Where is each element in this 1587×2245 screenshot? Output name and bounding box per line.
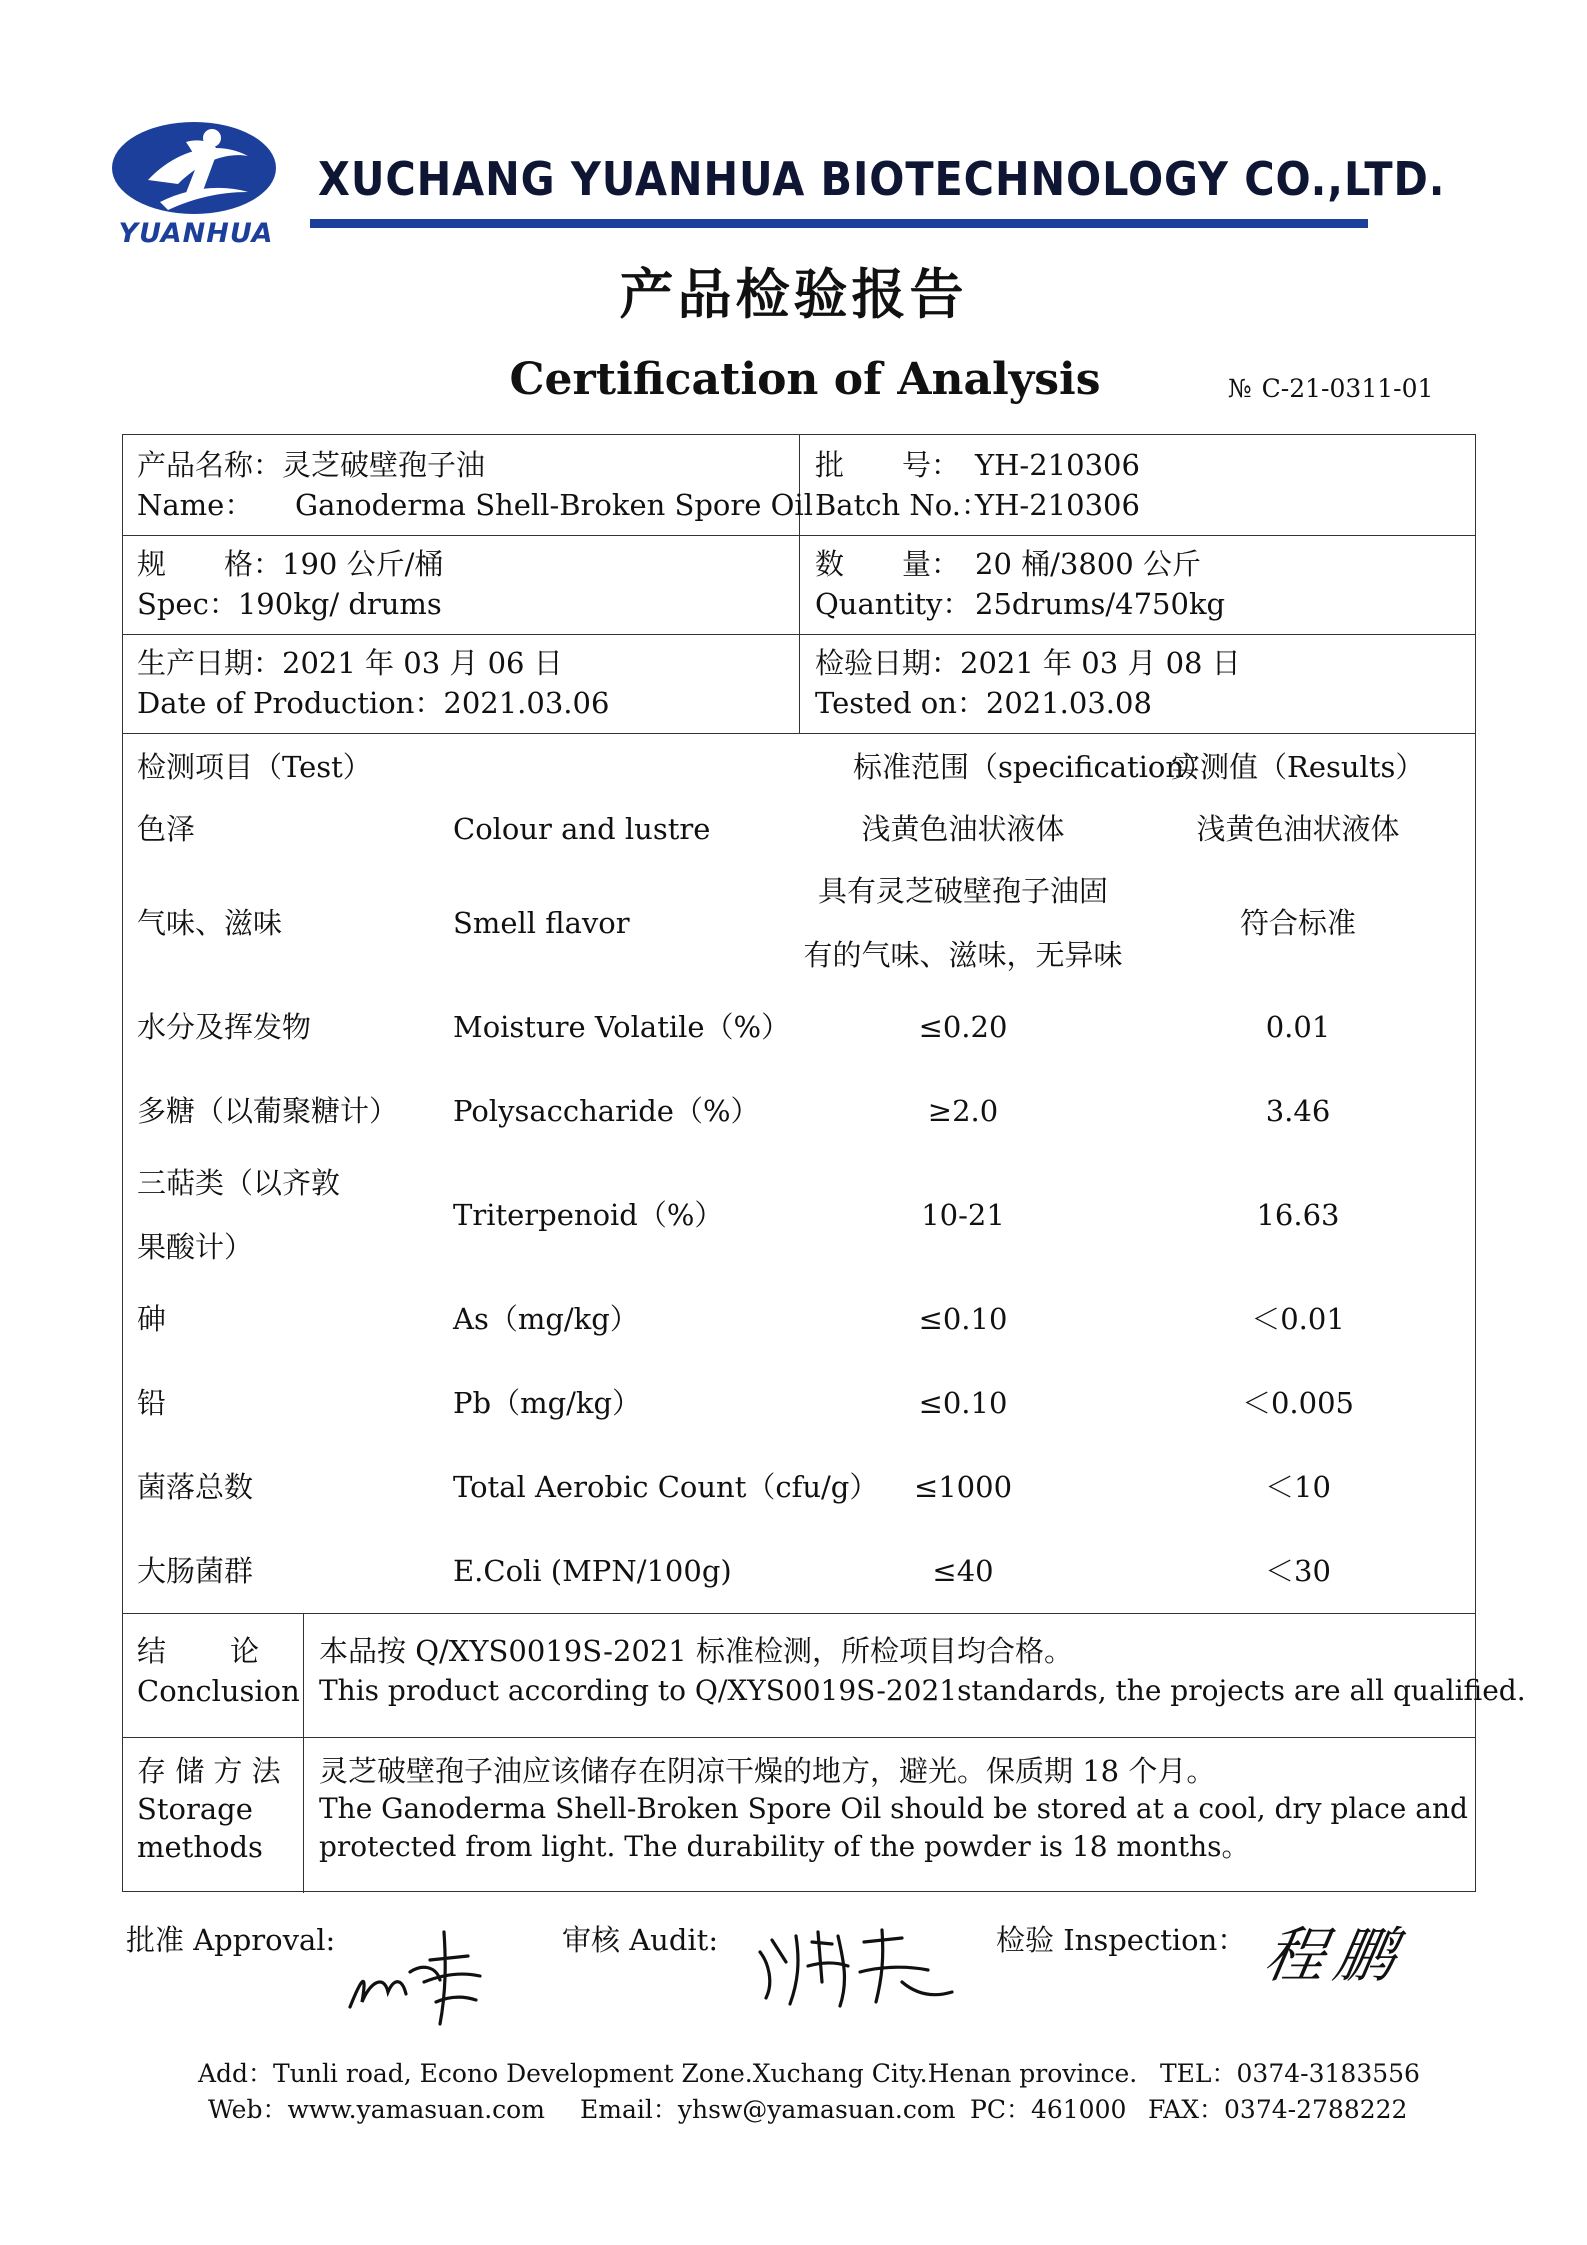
storage-text-cn: 灵芝破壁孢子油应该储存在阴凉干燥的地方，避光。保质期 18 个月。: [319, 1754, 1216, 1788]
footer-address: Add：Tunli road, Econo Development Zone.Xuchang City.Henan province.: [198, 2059, 1138, 2088]
inspection-label: 检验 Inspection：: [996, 1923, 1247, 1957]
quantity-en: [815, 584, 1225, 624]
test-name-en: Pb（mg/kg）: [453, 1386, 642, 1420]
test-name-cn: 铅: [137, 1386, 167, 1420]
conclusion-text-en: This product according to Q/XYS0019S-2021standards, the projects are all qualified.: [319, 1674, 1526, 1707]
test-result: ＜0.01: [1251, 1302, 1345, 1336]
name-cn: [137, 445, 485, 485]
result-header: 实测值（Results）: [1171, 750, 1425, 784]
test-date-en-value: 2021.03.08: [985, 686, 1152, 720]
storage-text-en: protected from light. The durability of the powder is 18 months。: [319, 1830, 1250, 1863]
test-name-en: E.Coli (MPN/100g): [453, 1554, 732, 1588]
test-name-en: Smell flavor: [453, 906, 630, 940]
quantity-cn-value: 20 桶/3800 公斤: [975, 547, 1201, 581]
spec-en: [137, 584, 442, 624]
approval-signature-icon: [340, 1912, 510, 2032]
test-name-en: Triterpenoid（%）: [453, 1198, 724, 1232]
spec-en-label: Spec：: [137, 587, 238, 621]
test-spec: ≥2.0: [927, 1094, 999, 1128]
conclusion-label-en: Conclusion: [137, 1674, 300, 1708]
table-rule: [123, 733, 1475, 734]
test-name-en: Colour and lustre: [453, 812, 711, 846]
storage-label-cn: 存 储 方 法: [137, 1754, 281, 1788]
test-date-en: [815, 683, 1152, 723]
conclusion-text-cn: 本品按 Q/XYS0019S-2021 标准检测，所检项目均合格。: [319, 1634, 1073, 1668]
test-date-en-label: Tested on：: [815, 686, 986, 720]
production-date-cn-label: 生产日期：: [137, 646, 283, 680]
name-en-value: Ganoderma Shell-Broken Spore Oil: [295, 488, 813, 522]
name-en: [137, 485, 813, 525]
table-rule: [123, 1737, 1475, 1738]
test-spec: ≤0.20: [918, 1010, 1008, 1044]
batch-cn-value: YH-210306: [975, 448, 1140, 482]
test-spec: 具有灵芝破壁孢子油固: [817, 874, 1108, 908]
name-cn-value: 灵芝破壁孢子油: [282, 448, 486, 482]
batch-cn: [815, 445, 1140, 485]
test-name-cn: 三萜类（以齐敦: [137, 1166, 341, 1200]
footer-tel: TEL：0374-3183556: [1160, 2059, 1420, 2088]
quantity-cn: [815, 544, 1201, 584]
batch-en: [815, 485, 1140, 525]
footer-email: Email：yhsw@yamasuan.com: [580, 2095, 956, 2124]
test-result: ＜10: [1265, 1470, 1331, 1504]
analysis-table: [122, 434, 1526, 1892]
test-spec: ≤0.10: [918, 1302, 1008, 1336]
quantity-cn-label: 数 量：: [815, 547, 961, 581]
number-sign: №: [1228, 374, 1252, 403]
test-result: 16.63: [1256, 1198, 1340, 1232]
storage-label-en: Storage: [137, 1792, 253, 1826]
test-header: 检测项目（Test）: [137, 750, 372, 784]
company-name: XUCHANG YUANHUA BIOTECHNOLOGY CO.,LTD.: [318, 152, 1446, 206]
test-result: 0.01: [1265, 1010, 1331, 1044]
production-date-en-label: Date of Production：: [137, 686, 444, 720]
header-rule: [310, 219, 1368, 228]
test-spec: 有的气味、滋味，无异味: [803, 938, 1123, 972]
test-date-cn-value: 2021 年 03 月 08 日: [960, 646, 1241, 680]
storage-label-en: methods: [137, 1830, 263, 1864]
test-name-en: As（mg/kg）: [453, 1302, 639, 1336]
test-name-en: Moisture Volatile（%）: [453, 1010, 791, 1044]
table-divider: [303, 1613, 304, 1893]
test-name-cn: 砷: [137, 1302, 167, 1336]
test-result: ＜0.005: [1241, 1386, 1355, 1420]
test-name-en: Polysaccharide（%）: [453, 1094, 760, 1128]
test-date-cn-label: 检验日期：: [815, 646, 961, 680]
production-date-cn-value: 2021 年 03 月 06 日: [282, 646, 563, 680]
production-date-en: [137, 683, 609, 723]
test-result: 3.46: [1265, 1094, 1331, 1128]
spec-cn-label: 规 格：: [137, 547, 283, 581]
test-spec: ≤40: [932, 1554, 994, 1588]
test-name-cn: 水分及挥发物: [137, 1010, 312, 1044]
test-name-cn: 果酸计）: [137, 1230, 254, 1264]
report-title-en: Certification of Analysis: [509, 354, 1101, 405]
conclusion-label-cn: 结 论: [137, 1634, 262, 1668]
spec-header: 标准范围（specification）: [853, 750, 1214, 784]
batch-en-label: Batch No.：: [815, 488, 990, 522]
test-result: ＜30: [1265, 1554, 1331, 1588]
test-name-cn: 多糖（以葡聚糖计）: [137, 1094, 399, 1128]
test-spec: ≤1000: [913, 1470, 1013, 1504]
production-date-cn: [137, 643, 563, 683]
batch-en-value: YH-210306: [975, 488, 1140, 522]
test-name-cn: 大肠菌群: [137, 1554, 254, 1588]
footer-web: Web：www.yamasuan.com: [208, 2095, 545, 2124]
audit-label: 审核 Audit:: [562, 1923, 719, 1957]
name-en-label: Name：: [137, 488, 254, 522]
approval-label: 批准 Approval:: [126, 1923, 336, 1957]
audit-signature-icon: [752, 1922, 962, 2012]
report-number-value: C-21-0311-01: [1261, 374, 1434, 403]
footer-fax: FAX：0374-2788222: [1148, 2095, 1408, 2124]
quantity-en-label: Quantity：: [815, 587, 972, 621]
quantity-en-value: 25drums/4750kg: [975, 587, 1226, 621]
test-result: 符合标准: [1239, 906, 1356, 940]
spec-en-value: 190kg/ drums: [237, 587, 442, 621]
storage-text-en: The Ganoderma Shell-Broken Spore Oil should be stored at a cool, dry place and: [319, 1792, 1468, 1825]
test-name-en: Total Aerobic Count（cfu/g）: [453, 1470, 879, 1504]
test-name-cn: 菌落总数: [137, 1470, 254, 1504]
logo-wordmark: YUANHUA: [118, 218, 274, 249]
table-rule: [123, 1613, 1475, 1614]
test-result: 浅黄色油状液体: [1196, 812, 1400, 846]
report-number: [1228, 374, 1433, 403]
test-date-cn: [815, 643, 1241, 683]
name-cn-label: 产品名称：: [137, 448, 283, 482]
test-spec: ≤0.10: [918, 1386, 1008, 1420]
test-name-cn: 气味、滋味: [137, 906, 283, 940]
report-title-cn: 产品检验报告: [619, 262, 968, 326]
table-divider: [799, 435, 800, 733]
inspection-signature: 程鹏: [1258, 1921, 1412, 1991]
test-name-cn: 色泽: [137, 812, 196, 846]
spec-cn: [137, 544, 443, 584]
production-date-en-value: 2021.03.06: [443, 686, 610, 720]
footer-postcode: PC：461000: [970, 2095, 1127, 2124]
test-spec: 浅黄色油状液体: [861, 812, 1065, 846]
batch-cn-label: 批 号：: [815, 448, 961, 482]
test-spec: 10-21: [921, 1198, 1005, 1232]
spec-cn-value: 190 公斤/桶: [282, 547, 444, 581]
